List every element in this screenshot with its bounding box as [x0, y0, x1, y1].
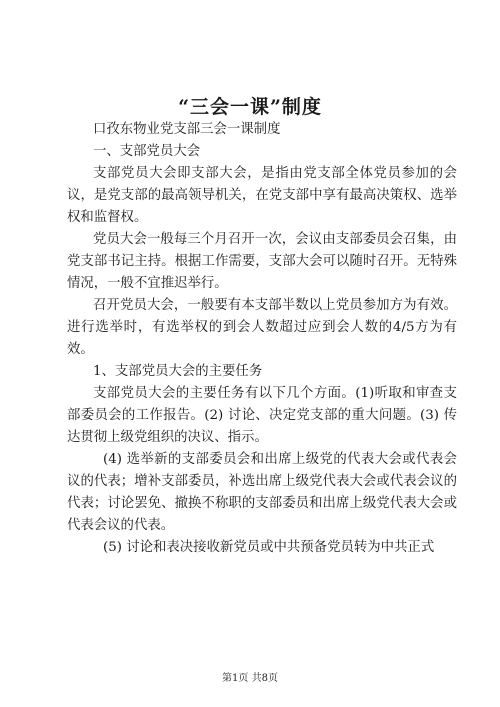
- page-footer: 第1页 共8页: [222, 673, 278, 684]
- subsection-heading-main-tasks: 1、支部党员大会的主要任务: [93, 364, 263, 379]
- paragraph-tasks-1-3: 支部党员大会的主要任务有以下几个方面。(1)听取和审查支部委员会的工作报告。(2) 讨论、决定党支部的重大问题。(3) 传达贯彻上级党组织的决议、指示。: [67, 386, 457, 445]
- section-heading-party-congress: 一、支部党员大会: [93, 144, 201, 159]
- paragraph-quorum: 召开党员大会，一般要有本支部半数以上党员参加方为有效。进行选举时，有选举权的到会人数超过应到会人数的4/5方为有效。: [67, 298, 457, 357]
- document-body: [67, 119, 457, 559]
- paragraph-task-4: (4) 选举新的支部委员会和出席上级党的代表大会或代表会议的代表；增补支部委员，补选出席上级党代表大会或代表会议的代表；讨论罢免、撤换不称职的支部委员和出席上级党代表大会或代表会议的代表。: [67, 452, 457, 533]
- page-title: “三会一课”制度: [178, 96, 322, 118]
- organization-heading: 口孜东物业党支部三会一课制度: [93, 122, 281, 137]
- paragraph-definition: 支部党员大会即支部大会，是指由党支部全体党员参加的会议，是党支部的最高领导机关，在党支部中享有最高决策权、选举权和监督权。: [67, 166, 457, 225]
- paragraph-frequency: 党员大会一般每三个月召开一次，会议由支部委员会召集，由党支部书记主持。根据工作需要，支部大会可以随时召开。无特殊情况，一般不宜推迟举行。: [67, 232, 457, 291]
- paragraph-task-5: (5) 讨论和表决接收新党员或中共预备党员转为中共正式: [103, 540, 435, 555]
